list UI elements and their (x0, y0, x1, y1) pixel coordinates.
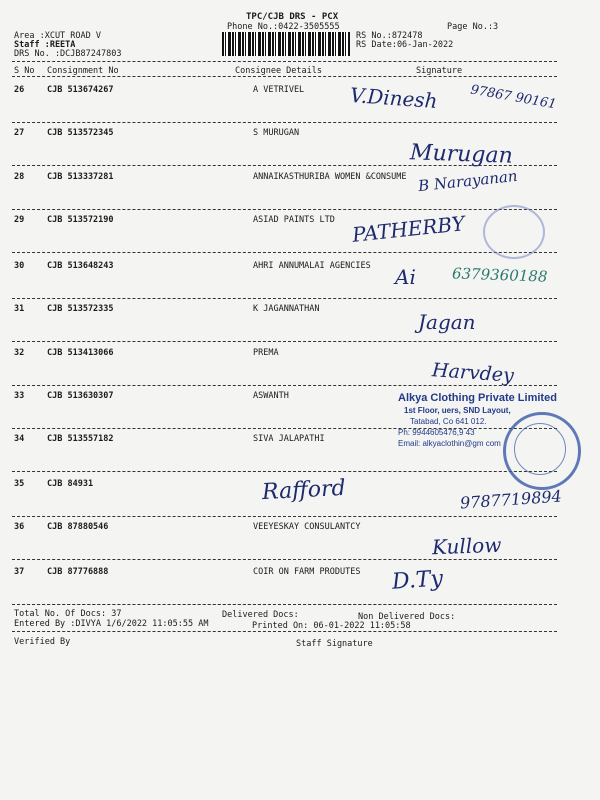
drs-number: DRS No. :DCJB87247803 (14, 49, 122, 59)
row-consignment-no: CJB 513572345 (47, 128, 114, 138)
non-delivered-docs: Non Delivered Docs: (358, 612, 456, 622)
signature-row-31: Jagan (418, 310, 476, 334)
row-consignment-no: CJB 513572335 (47, 304, 114, 314)
row-consignee: COIR ON FARM PRODUTES (253, 567, 361, 577)
row-divider (12, 516, 557, 517)
column-header-consignment: Consignment No (47, 66, 119, 76)
row-consignment-no: CJB 513648243 (47, 261, 114, 271)
row-consignment-no: CJB 87776888 (47, 567, 109, 577)
row-consignee: VEEYESKAY CONSULANTCY (253, 522, 361, 532)
row-consignee: PREMA (253, 348, 279, 358)
stamp-row-29 (483, 205, 545, 259)
row-consignment-no: CJB 513557182 (47, 434, 114, 444)
row-consignee: AHRI ANNUMALAI AGENCIES (253, 261, 371, 271)
row-divider (12, 385, 557, 386)
column-header-sno: S No (14, 66, 35, 76)
row-consignment-no: CJB 513337281 (47, 172, 114, 182)
divider (12, 604, 557, 605)
row-divider (12, 341, 557, 342)
delivered-docs: Delivered Docs: (222, 610, 299, 620)
company-stamp-address-1: 1st Floor, uers, SND Layout, (404, 406, 511, 415)
phone-number: Phone No.:0422-3505555 (227, 22, 340, 32)
row-sno: 35 (14, 479, 25, 489)
column-header-signature: Signature (416, 66, 463, 76)
row-sno: 26 (14, 85, 25, 95)
signature-row-30: Ai (395, 265, 416, 289)
row-consignment-no: CJB 513674267 (47, 85, 114, 95)
divider (12, 61, 557, 62)
barcode (222, 32, 350, 56)
signature-row-32: Harvdey (431, 359, 515, 387)
row-sno: 31 (14, 304, 25, 314)
row-consignee: A VETRIVEL (253, 85, 305, 95)
row-sno: 34 (14, 434, 25, 444)
phone-handwritten-row-35: 9787719894 (459, 486, 563, 513)
row-sno: 36 (14, 522, 25, 532)
row-sno: 30 (14, 261, 25, 271)
row-consignment-no: CJB 84931 (47, 479, 94, 489)
company-stamp-address-2: Tatabad, Co 641 012. (410, 417, 487, 426)
row-sno: 28 (14, 172, 25, 182)
printed-on: Printed On: 06-01-2022 11:05:58 (252, 621, 411, 631)
signature-row-26: V.Dinesh (349, 82, 439, 114)
row-divider (12, 122, 557, 123)
row-sno: 33 (14, 391, 25, 401)
signature-row-27: Murugan (409, 140, 514, 169)
row-sno: 32 (14, 348, 25, 358)
signature-row-36: Kullow (431, 532, 502, 560)
row-divider (12, 471, 557, 472)
row-consignee: ASIAD PAINTS LTD (253, 215, 335, 225)
signature-row-29: PATHERBY (351, 211, 466, 247)
entered-by: Entered By :DIVYA 1/6/2022 11:05:55 AM (14, 619, 209, 629)
row-divider (12, 298, 557, 299)
row-divider (12, 209, 557, 210)
rs-number: RS No.:872478 (356, 31, 423, 41)
column-header-consignee: Consignee Details (235, 66, 322, 76)
page-number: Page No.:3 (447, 22, 499, 32)
row-consignment-no: CJB 513572190 (47, 215, 114, 225)
row-consignee: K JAGANNATHAN (253, 304, 320, 314)
document-title: TPC/CJB DRS - PCX (246, 12, 339, 22)
verified-by: Verified By (14, 637, 71, 647)
row-consignment-no: CJB 513630307 (47, 391, 114, 401)
row-consignee: ANNAIKASTHURIBA WOMEN &CONSUME (253, 172, 407, 182)
staff-signature: Staff Signature (296, 639, 373, 649)
row-divider (12, 428, 557, 429)
signature-row-28: B Narayanan (417, 166, 519, 196)
row-sno: 29 (14, 215, 25, 225)
divider (12, 631, 557, 632)
row-consignee: ASWANTH (253, 391, 289, 401)
row-consignment-no: CJB 87880546 (47, 522, 109, 532)
rs-date: RS Date:06-Jan-2022 (356, 40, 454, 50)
phone-handwritten-row-30: 6379360188 (451, 264, 548, 286)
row-sno: 27 (14, 128, 25, 138)
phone-handwritten-row-26: 97867 90161 (469, 82, 558, 113)
staff-label: Staff :REETA (14, 40, 76, 50)
row-sno: 37 (14, 567, 25, 577)
row-divider (12, 559, 557, 560)
signature-row-37: D.Ty (391, 566, 444, 595)
signature-row-35: Rafford (261, 475, 347, 506)
row-consignee: S MURUGAN (253, 128, 300, 138)
divider (12, 76, 557, 77)
company-stamp-phone: Ph: 9944605476,9 43 (398, 428, 475, 437)
company-stamp-name: Alkya Clothing Private Limited (398, 392, 557, 404)
company-stamp-email: Email: alkyaclothin@gm com (398, 439, 501, 448)
area-label: Area :XCUT ROAD V (14, 31, 101, 41)
total-docs: Total No. Of Docs: 37 (14, 609, 122, 619)
row-consignment-no: CJB 513413066 (47, 348, 114, 358)
round-seal-inner-ring (514, 423, 566, 475)
row-divider (12, 252, 557, 253)
row-consignee: SIVA JALAPATHI (253, 434, 325, 444)
